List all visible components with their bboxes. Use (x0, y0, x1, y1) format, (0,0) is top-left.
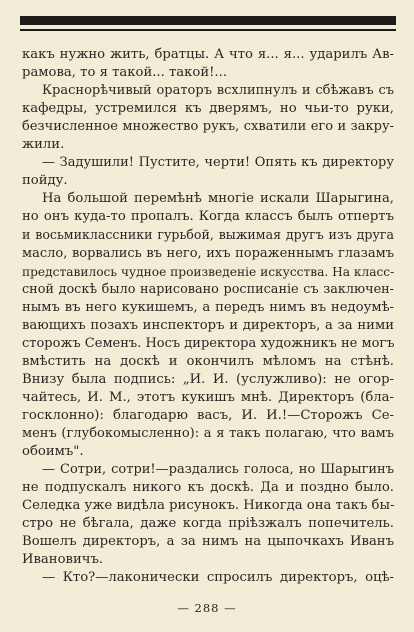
text-line: госклонно): благодарю васъ, И. И.!—Сторожъ Се- (22, 407, 394, 423)
text-line: масло, ворвались въ него, ихъ пораженнымъ глазамъ (22, 245, 394, 261)
header-rule-thick (20, 16, 396, 25)
text-line: — Задушили! Пустите, черти! Опять къ директору (42, 155, 394, 171)
body-text (22, 46, 394, 587)
text-line: чайтесь, И. М., этотъ кукишъ мнѣ. Директоръ (бла- (22, 389, 394, 405)
text-line: Внизу была подпись: „И. И. (услужливо): не огор- (22, 371, 394, 387)
text-line: вающихъ позахъ инспекторъ и директоръ, а за ними (22, 317, 394, 333)
text-line: безчисленное множество рукъ, схватили его и закру- (22, 119, 394, 135)
text-line: пойду. (22, 173, 68, 189)
text-line: менъ (глубокомысленно): а я такъ полагаю, что вамъ (22, 425, 394, 441)
text-line: жили. (22, 137, 65, 153)
text-line: но онъ куда-то пропалъ. Когда классъ былъ отпертъ (22, 209, 394, 225)
text-line: Селедка уже видѣла рисунокъ. Никогда она такъ бы- (22, 498, 395, 514)
page-number: — 288 — (177, 601, 237, 615)
text-line: не подпускалъ никого къ доскѣ. Да и поздно было. (22, 480, 394, 496)
text-line: На большой перемѣнѣ многіе искали Шарыгина, (42, 191, 394, 207)
text-line: Ивановичъ. (22, 552, 104, 568)
text-line: и восьмиклассники гурьбой, выжимая другъ изъ друга (22, 227, 394, 243)
text-line: — Сотри, сотри!—раздались голоса, но Шарыгинъ (42, 462, 394, 478)
text-line: рамова, то я такой... такой!... (22, 65, 228, 81)
text-line: обоимъ". (22, 444, 84, 460)
text-line: — Кто?—лаконически спросилъ директоръ, оцѣ- (42, 570, 394, 586)
text-line: сной доскѣ было нарисовано росписаніе съ заключен- (22, 281, 394, 297)
text-line: какъ нужно жить, братцы. А что я... я... ударилъ Ав- (22, 47, 394, 62)
text-line: Краснорѣчивый ораторъ всхлипнулъ и сбѣжавъ съ (42, 83, 394, 99)
text-line: сторожъ Семенъ. Носъ директора художникъ не могъ (22, 335, 395, 351)
text-line: кафедры, устремился къ дверямъ, но чьи-то руки, (22, 101, 394, 117)
text-line: стро не бѣгала, даже когда пріѣзжалъ попечитель. (22, 516, 394, 532)
header-rule-thin (20, 29, 396, 31)
text-line: вмѣстить на доскѣ и окончилъ мѣломъ на стѣнѣ. (22, 353, 394, 369)
text-line: нымъ въ него кукишемъ, а передъ нимъ въ недоумѣ- (22, 299, 394, 315)
text-line: представилось чудное произведеніе искусства. На класс- (22, 264, 395, 279)
text-line: Вошелъ директоръ, а за нимъ на цыпочкахъ Иванъ (22, 534, 394, 550)
